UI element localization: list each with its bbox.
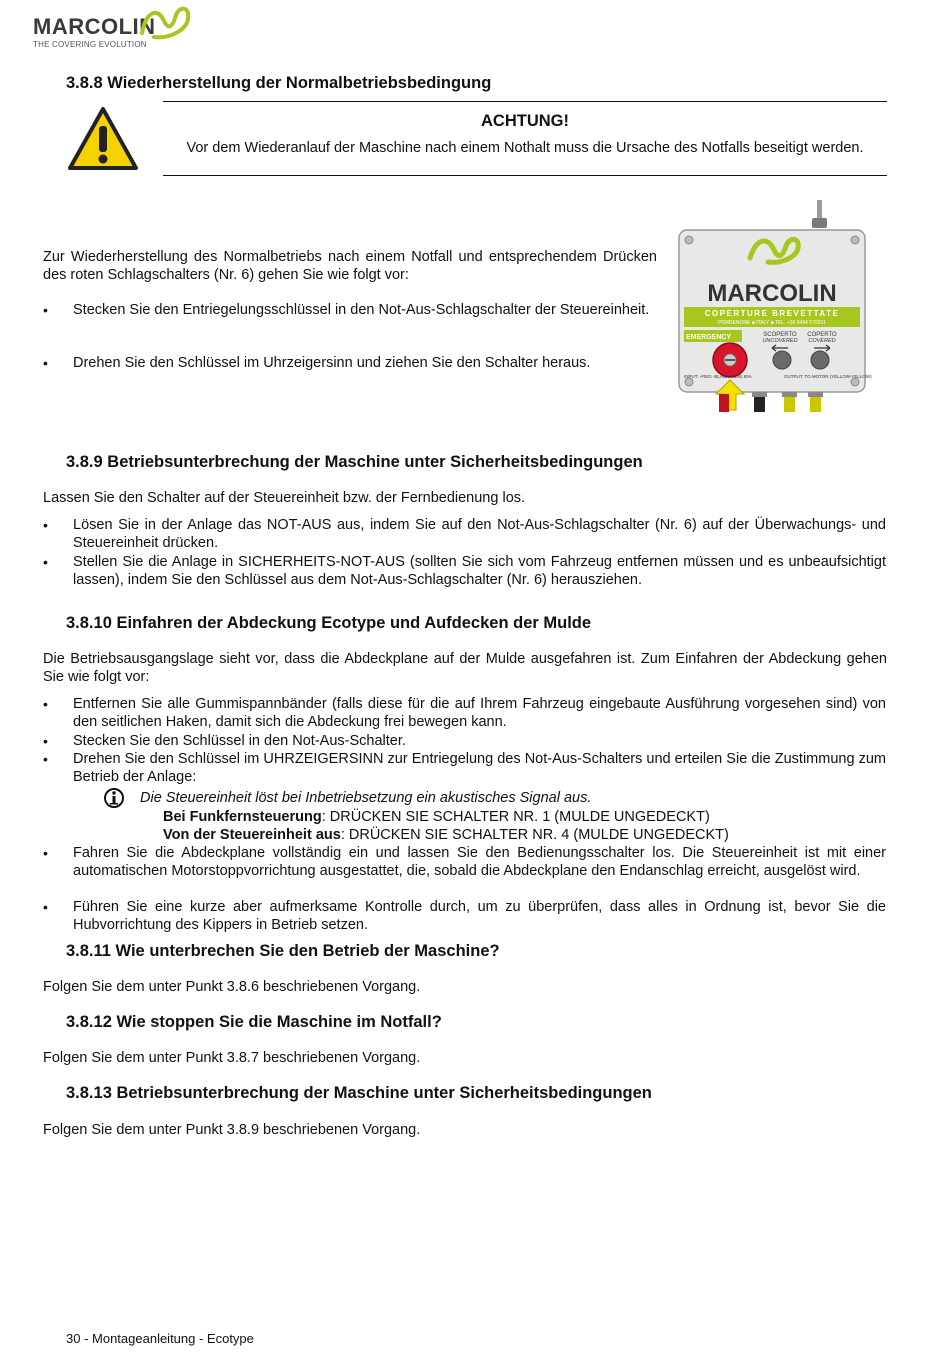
interrupt-text: Folgen Sie dem unter Punkt 3.8.6 beschriebenen Vorgang.: [43, 979, 421, 995]
safety-stop-step-1: • Lösen Sie in der Anlage das NOT-AUS aus, indem Sie auf den Not-Aus-Schlagschalter (Nr. 6) auf der Überwachungs- und Steuereinheit drücken.: [73, 516, 886, 552]
control-unit-output-label: OUTPUT: TO MOTOR (YELLOW-YELLOW): [784, 374, 872, 379]
restore-step-2: • Drehen Sie den Schlüssel im Uhrzeigersinn und ziehen Sie den Schalter heraus.: [73, 354, 657, 372]
radio-control-text: : DRÜCKEN SIE SCHALTER NR. 1 (MULDE UNGEDECKT): [321, 809, 710, 825]
heading-3-8-13: 3.8.13 Betriebsunterbrechung der Maschine unter Sicherheitsbedingungen: [66, 1084, 652, 1102]
heading-3-8-9: 3.8.9 Betriebsunterbrechung der Maschine unter Sicherheitsbedingungen: [66, 453, 643, 471]
control-unit-btn2-sublabel: COVERED: [808, 338, 836, 344]
heading-3-8-8: 3.8.8 Wiederherstellung der Normalbetriebsbedingung: [66, 74, 492, 92]
radio-control-instruction: [163, 808, 710, 826]
unit-control-instruction: [163, 826, 729, 844]
heading-3-8-12: 3.8.12 Wie stoppen Sie die Maschine im Notfall?: [66, 1013, 442, 1031]
warning-top-rule: [163, 101, 887, 102]
logo-wordmark: MARCOLIN: [33, 14, 156, 39]
safety-interrupt-text: Folgen Sie dem unter Punkt 3.8.9 beschriebenen Vorgang.: [43, 1122, 421, 1138]
heading-3-8-10: 3.8.10 Einfahren der Abdeckung Ecotype und Aufdecken der Mulde: [66, 614, 592, 632]
page-footer: 30 - Montageanleitung - Ecotype: [66, 1331, 254, 1346]
logo-swoosh-icon: [138, 3, 192, 41]
control-unit-address: PORDENONE ■ ITALY ■ TEL. +39 0434 570261: [718, 320, 826, 326]
warning-text: Vor dem Wiederanlauf der Maschine nach einem Nothalt muss die Ursache des Notfalls beseitigt werden.: [186, 140, 864, 156]
unit-control-text: : DRÜCKEN SIE SCHALTER NR. 4 (MULDE UNGEDECKT): [340, 827, 729, 843]
control-unit-input-label: INPUT: +RED -BLACK FUSE 80A: [684, 374, 752, 379]
warning-bottom-rule: [163, 175, 887, 176]
retract-intro: Die Betriebsausgangslage sieht vor, dass die Abdeckplane auf der Mulde ausgefahren ist. Zum Einfahren der Abdeckung gehen Sie wie folgt vor:: [43, 651, 887, 685]
control-unit-btn2-label: COPERTO: [807, 332, 837, 338]
control-unit-subtitle: COPERTURE BREVETTATE: [704, 309, 840, 318]
control-unit-illustration: [672, 200, 872, 420]
unit-control-label: Von der Steuereinheit aus: [163, 827, 341, 843]
retract-step-1: • Entfernen Sie alle Gummispannbänder (falls diese für die auf Ihrem Fahrzeug eingebaute Ausführung vorgesehen sind) von den seitlichen Haken, damit sich die Abdeckung frei bewegen kann.: [73, 695, 886, 731]
safety-stop-step-2: • Stellen Sie die Anlage in SICHERHEITS-NOT-AUS (sollten Sie sich vom Fahrzeug entfernen müssen und es unbeaufsichtigt lassen), indem Sie den Schlüssel aus dem Not-Aus-Schlagschalter (Nr. 6) herausziehen.: [73, 553, 886, 589]
radio-control-label: Bei Funkfernsteuerung: [163, 809, 322, 825]
control-unit-btn1-sublabel: UNCOVERED: [762, 338, 798, 344]
heading-3-8-11: 3.8.11 Wie unterbrechen Sie den Betrieb der Maschine?: [66, 942, 500, 960]
emergency-stop-text: Folgen Sie dem unter Punkt 3.8.7 beschriebenen Vorgang.: [43, 1050, 421, 1066]
control-unit-emergency-label: EMERGENCY: [686, 334, 732, 341]
restore-step-1: • Stecken Sie den Entriegelungsschlüssel in den Not-Aus-Schlagschalter der Steuereinheit.: [73, 301, 657, 319]
safety-stop-intro: Lassen Sie den Schalter auf der Steuereinheit bzw. der Fernbedienung los.: [43, 490, 526, 506]
control-unit-btn1-label: SCOPERTO: [763, 332, 797, 338]
retract-step-3: • Drehen Sie den Schlüssel im UHRZEIGERSINN zur Entriegelung des Not-Aus-Schalters und erteilen Sie die Zustimmung zum Betrieb der Anlage:: [73, 750, 886, 786]
retract-step-2: • Stecken Sie den Schlüssel in den Not-Aus-Schalter.: [73, 732, 886, 750]
info-icon: [103, 787, 125, 809]
logo-tagline: THE COVERING EVOLUTION: [33, 40, 147, 49]
warning-title: ACHTUNG!: [481, 112, 569, 130]
retract-step-5: • Führen Sie eine kurze aber aufmerksame Kontrolle durch, um zu überprüfen, dass alles in Ordnung ist, bevor Sie die Hubvorrichtung des Kippers in Betrieb setzen.: [73, 898, 886, 934]
retract-step-4: • Fahren Sie die Abdeckplane vollständig ein und lassen Sie den Bedienungsschalter los. Die Steuereinheit ist mit einer automatischen Motorstoppvorrichtung ausgestattet, die, sobald die Abdeckplane den Endanschlag erreicht, ausgelöst wird.: [73, 844, 886, 880]
restore-intro: Zur Wiederherstellung des Normalbetriebs nach einem Notfall und entsprechendem Drücken des roten Schlagschalters (Nr. 6) gehen Sie wie folgt vor:: [43, 249, 657, 283]
control-unit-brand: MARCOLIN: [707, 280, 837, 307]
info-note-text: Die Steuereinheit löst bei Inbetriebsetzung ein akustisches Signal aus.: [140, 790, 592, 806]
warning-triangle-icon: [67, 106, 139, 172]
